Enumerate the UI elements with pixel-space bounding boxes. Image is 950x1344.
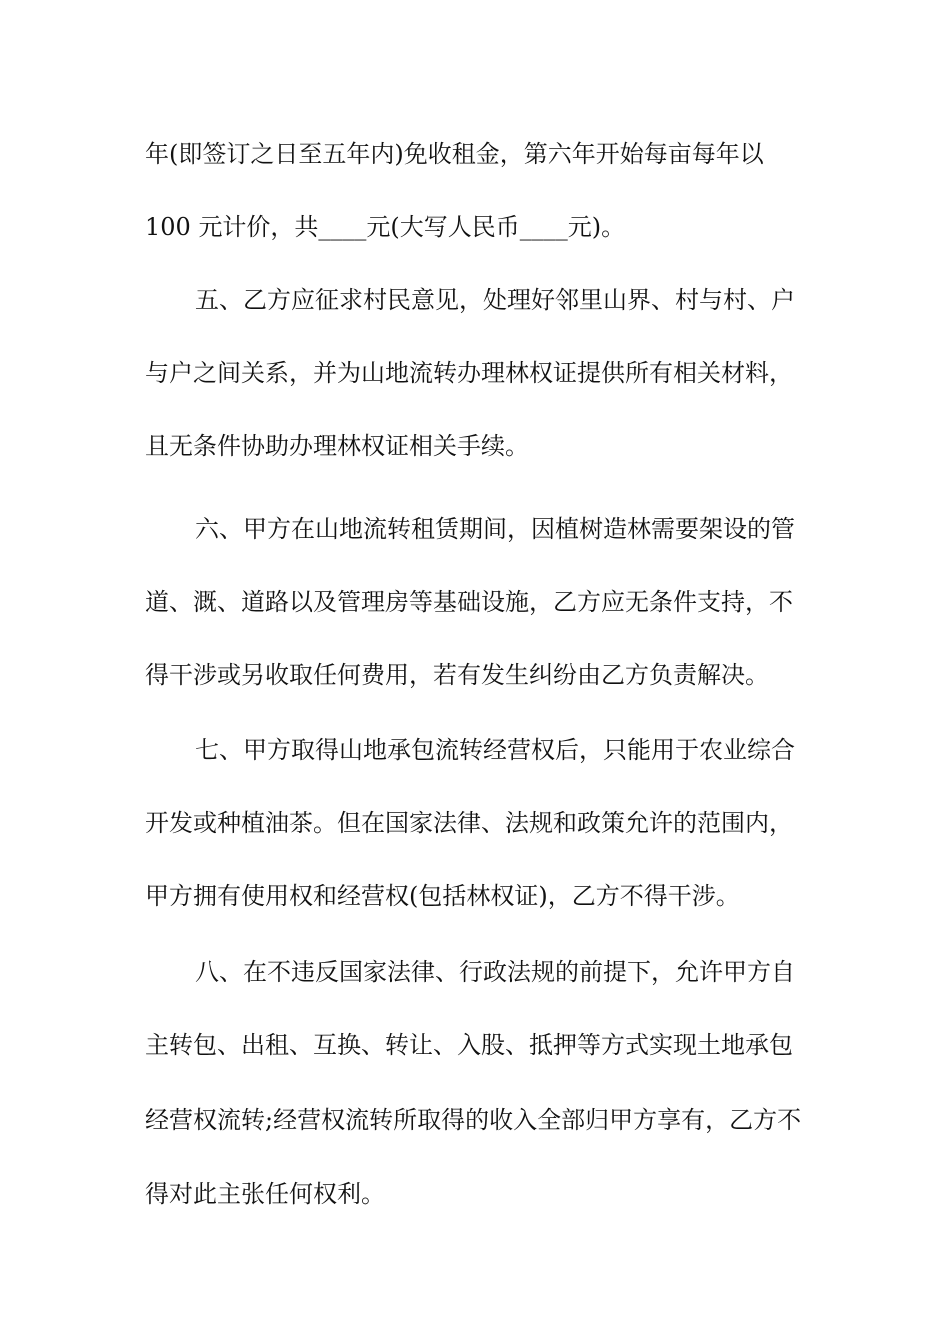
text-line: 甲方拥有使用权和经营权(包括林权证)，乙方不得干涉。 (145, 882, 740, 910)
paragraph-five-start: 五、乙方应征求村民意见，处理好邻里山界、村与村、户 (195, 286, 795, 314)
text-line: 100 元计价，共____元(大写人民币____元)。 (145, 213, 626, 241)
paragraph-six-start: 六、甲方在山地流转租赁期间，因植树造林需要架设的管 (195, 515, 795, 543)
paragraph-seven-start: 七、甲方取得山地承包流转经营权后，只能用于农业综合 (195, 736, 795, 764)
text-line: 开发或种植油茶。但在国家法律、法规和政策允许的范围内， (145, 809, 793, 837)
text-line: 道、溉、道路以及管理房等基础设施，乙方应无条件支持，不 (145, 588, 793, 616)
text-line: 且无条件协助办理林权证相关手续。 (145, 432, 529, 460)
text-line: 得干涉或另收取任何费用，若有发生纠纷由乙方负责解决。 (145, 661, 769, 689)
text-line: 经营权流转;经营权流转所取得的收入全部归甲方享有，乙方不 (145, 1106, 802, 1134)
text-line: 与户之间关系，并为山地流转办理林权证提供所有相关材料， (145, 359, 793, 387)
paragraph-eight-start: 八、在不违反国家法律、行政法规的前提下，允许甲方自 (195, 958, 795, 986)
text-line: 年(即签订之日至五年内)免收租金，第六年开始每亩每年以 (145, 140, 764, 168)
text-line: 得对此主张任何权利。 (145, 1180, 385, 1208)
text-line: 主转包、出租、互换、转让、入股、抵押等方式实现土地承包 (145, 1031, 793, 1059)
